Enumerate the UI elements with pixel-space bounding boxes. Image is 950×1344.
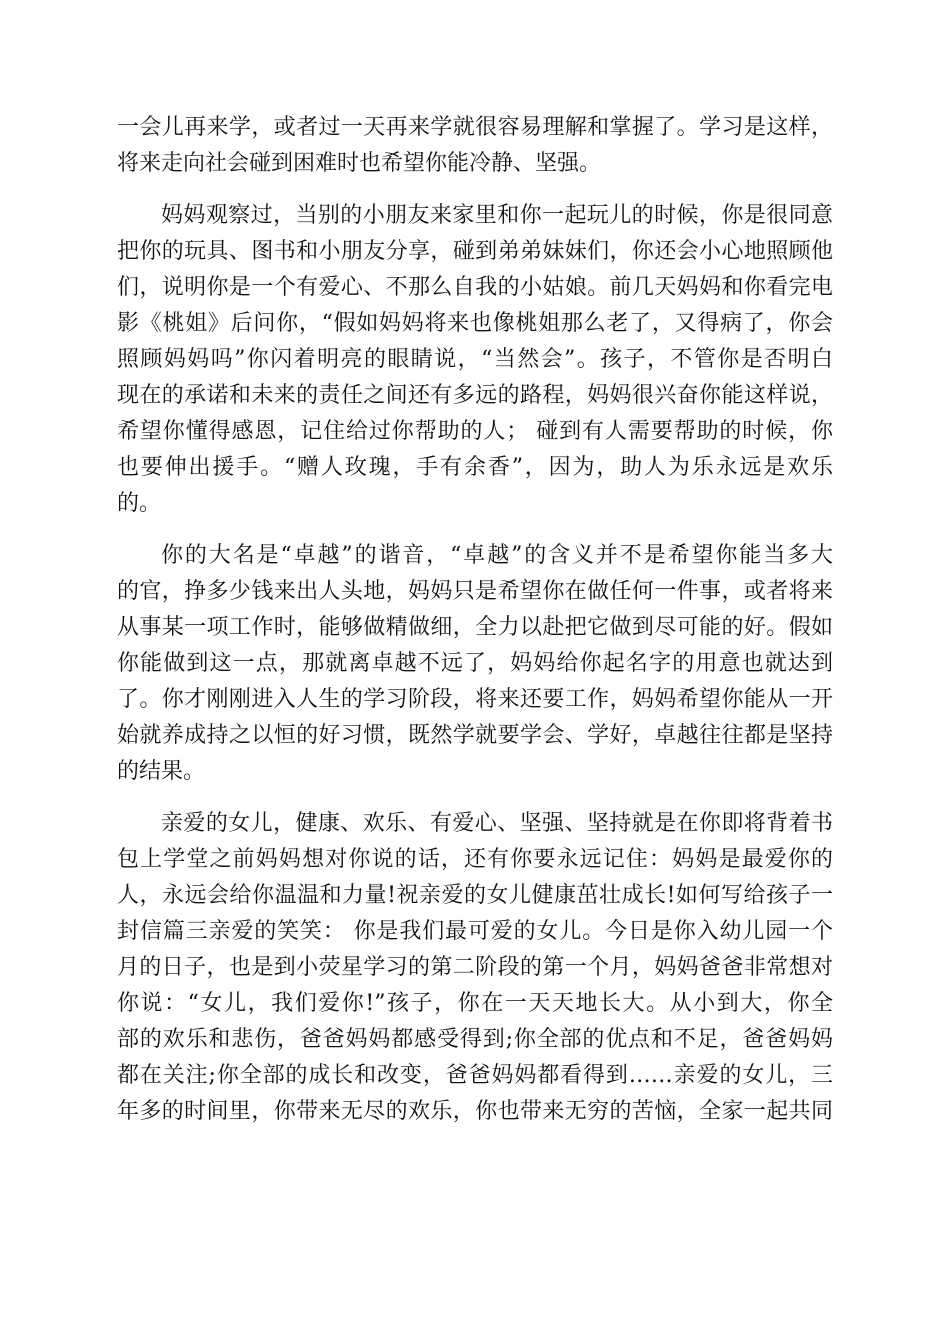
text-line: 月的日子，也是到小荧星学习的第二阶段的第一个月，妈妈爸爸非常想对	[117, 955, 833, 980]
text-line: 一会儿再来学，或者过一天再来学就很容易理解和掌握了。学习是这样，	[117, 115, 833, 140]
text-line: 将来走向社会碰到困难时也希望你能冷静、坚强。	[117, 151, 602, 176]
paragraph-first-line: 亲爱的女儿，健康、欢乐、有爱心、坚强、坚持就是在你即将背着书	[161, 811, 833, 836]
text-line: 部的欢乐和悲伤，爸爸妈妈都感受得到;你全部的优点和不足，爸爸妈妈	[117, 1027, 833, 1052]
text-line: 的结果。	[117, 759, 206, 784]
text-line: 也要伸出援手。“赠人玫瑰，手有余香”，因为，助人为乐永远是欢乐	[117, 455, 833, 480]
text-line: 们，说明你是一个有爱心、不那么自我的小姑娘。前几天妈妈和你看完电	[117, 275, 833, 300]
text-line: 你说：“女儿，我们爱你!”孩子，你在一天天地长大。从小到大，你全	[117, 991, 833, 1016]
text-line: 封信篇三亲爱的笑笑： 你是我们最可爱的女儿。今日是你入幼儿园一个	[117, 919, 833, 944]
text-line: 人，永远会给你温温和力量!祝亲爱的女儿健康茁壮成长!如何写给孩子一	[117, 883, 833, 908]
text-line: 把你的玩具、图书和小朋友分享，碰到弟弟妹妹们，你还会小心地照顾他	[117, 239, 833, 264]
text-line: 的官，挣多少钱来出人头地，妈妈只是希望你在做任何一件事，或者将来	[117, 579, 833, 604]
text-line: 包上学堂之前妈妈想对你说的话，还有你要永远记住：妈妈是最爱你的	[117, 847, 833, 872]
text-line: 都在关注;你全部的成长和改变，爸爸妈妈都看得到……亲爱的女儿，三	[117, 1063, 833, 1088]
text-line: 了。你才刚刚进入人生的学习阶段，将来还要工作，妈妈希望你能从一开	[117, 687, 833, 712]
text-line: 的。	[117, 491, 162, 516]
text-line: 现在的承诺和未来的责任之间还有多远的路程，妈妈很兴奋你能这样说，	[117, 383, 833, 408]
text-line: 始就养成持之以恒的好习惯，既然学就要学会、学好，卓越往往都是坚持	[117, 723, 833, 748]
text-line: 从事某一项工作时，能够做精做细，全力以赴把它做到尽可能的好。假如	[117, 615, 833, 640]
paragraph-first-line: 妈妈观察过，当别的小朋友来家里和你一起玩儿的时候，你是很同意	[161, 203, 833, 228]
text-line: 你能做到这一点，那就离卓越不远了，妈妈给你起名字的用意也就达到	[117, 651, 833, 676]
text-line: 照顾妈妈吗”你闪着明亮的眼睛说，“当然会”。孩子，不管你是否明白	[117, 347, 833, 372]
text-line: 年多的时间里，你带来无尽的欢乐，你也带来无穷的苦恼，全家一起共同	[117, 1099, 833, 1124]
text-line: 希望你懂得感恩，记住给过你帮助的人； 碰到有人需要帮助的时候，你	[117, 419, 833, 444]
text-line: 影《桃姐》后问你，“假如妈妈将来也像桃姐那么老了，又得病了，你会	[117, 311, 833, 336]
paragraph-first-line: 你的大名是“卓越”的谐音，“卓越”的含义并不是希望你能当多大	[161, 543, 833, 568]
